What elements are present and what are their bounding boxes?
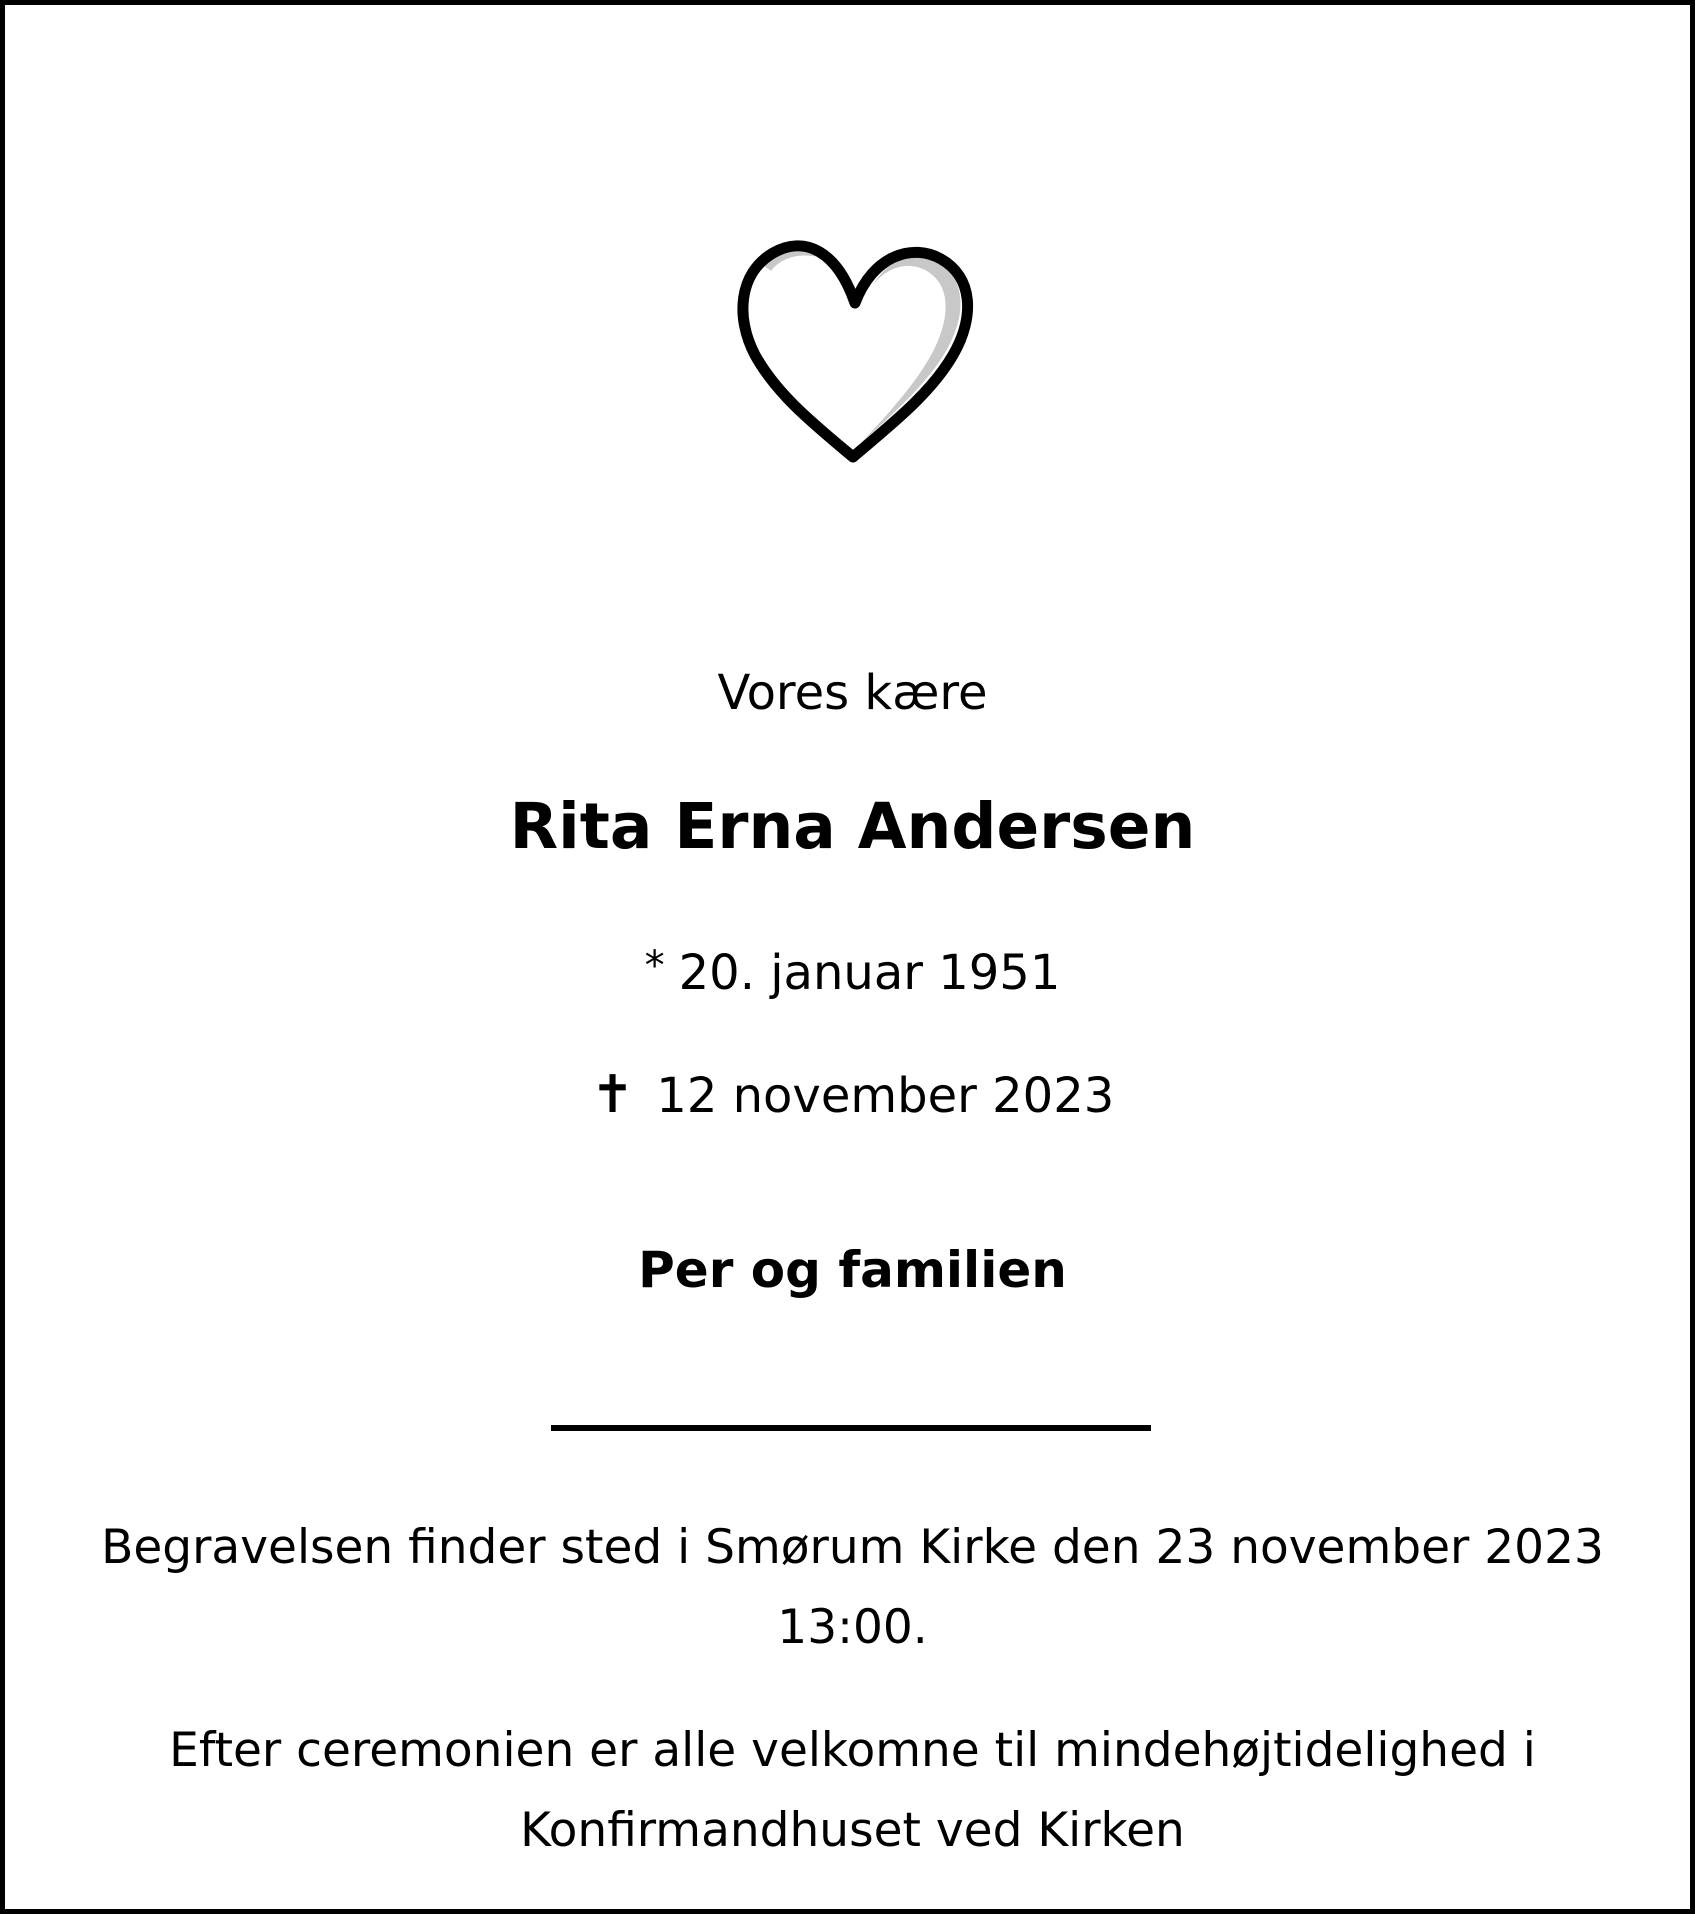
- death-date: 12 november 2023: [656, 1068, 1115, 1124]
- death-cross-icon: ✝: [590, 1065, 635, 1125]
- signoff-text: Per og familien: [638, 1241, 1067, 1299]
- birth-symbol: *: [644, 943, 665, 989]
- divider-line: [551, 1425, 1151, 1431]
- death-date-row: [5, 1065, 1695, 1125]
- funeral-info-text: Begravelsen finder sted i Smørum Kirke den 23 november 2023 13:00.: [101, 1520, 1604, 1655]
- birth-date: 20. januar 1951: [678, 945, 1061, 1001]
- deceased-name: Rita Erna Andersen: [509, 790, 1196, 863]
- intro-text: Vores kære: [717, 665, 988, 721]
- heart-icon: [723, 225, 983, 465]
- reception-info-text: Efter ceremonien er alle velkomne til mindehøjtidelighed i Konfirmandhuset ved Kirken: [169, 1723, 1536, 1858]
- birth-date-row: [5, 943, 1695, 1001]
